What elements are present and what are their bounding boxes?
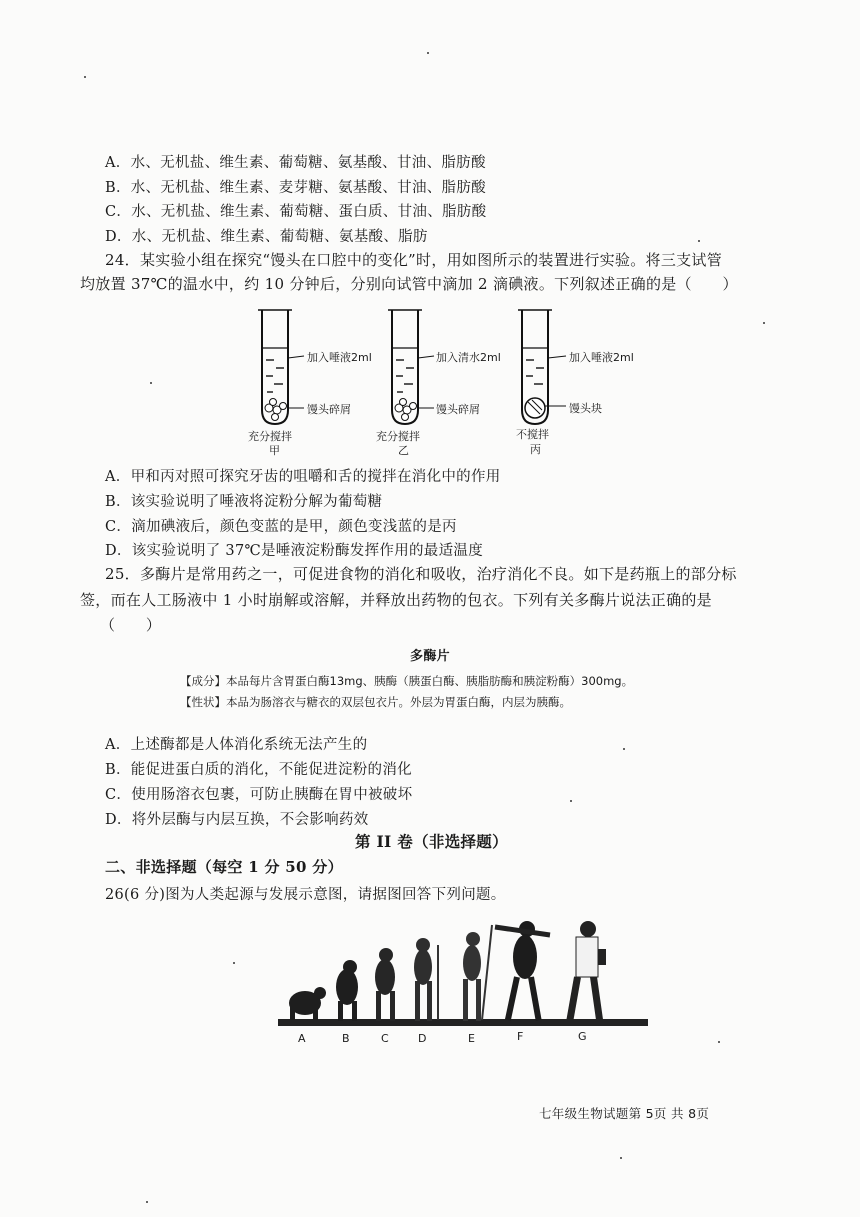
tube-yi-name-label: 乙 xyxy=(398,444,409,457)
human-evolution-figure xyxy=(0,915,860,1055)
q25-option-b: B．能促进蛋白质的消化，不能促进淀粉的消化 xyxy=(105,762,412,778)
tube-jia-name-label: 甲 xyxy=(269,444,280,457)
evolution-label-b: B xyxy=(342,1032,350,1045)
q25-option-a: A．上述酶都是人体消化系统无法产生的 xyxy=(105,737,368,753)
evolution-label-d: D xyxy=(418,1032,427,1045)
figure-b xyxy=(336,960,358,1021)
section-2-heading: 二、非选择题（每空 1 分 50 分） xyxy=(105,858,343,876)
q24-option-b: B．该实验说明了唾液将淀粉分解为葡萄糖 xyxy=(105,494,383,510)
scan-speck xyxy=(84,76,86,78)
tube-jia-solid-label: 馒头碎屑 xyxy=(307,403,351,416)
scan-speck xyxy=(146,1201,148,1203)
scan-speck xyxy=(570,800,572,802)
scan-speck xyxy=(150,382,152,384)
figure-e xyxy=(463,925,492,1021)
figure-g xyxy=(566,921,606,1021)
evolution-label-g: G xyxy=(578,1030,587,1043)
scan-speck xyxy=(623,748,625,750)
tube-bing-name-label: 丙 xyxy=(530,443,541,456)
page-footer: 七年级生物试题第 5页 共 8页 xyxy=(539,1106,710,1121)
figure-d xyxy=(414,938,438,1021)
evolution-label-e: E xyxy=(468,1032,475,1045)
figure-c xyxy=(375,948,395,1021)
evolution-label-f: F xyxy=(517,1030,524,1043)
tube-yi xyxy=(388,310,434,424)
scan-speck xyxy=(427,52,429,54)
q25-stem-line1: 25．多酶片是常用药之一，可促进食物的消化和吸收，治疗消化不良。如下是药瓶上的部分标 xyxy=(105,565,737,583)
tube-bing-action-label: 不搅拌 xyxy=(516,428,549,441)
tube-bing-liquid-label: 加入唾液2ml xyxy=(569,351,634,364)
q25-stem-line2: 签，而在人工肠液中 1 小时崩解或溶解，并释放出药物的包衣。下列有关多酶片说法正确的是 xyxy=(80,591,712,609)
tube-jia-action-label: 充分搅拌 xyxy=(248,430,292,443)
evolution-label-a: A xyxy=(298,1032,306,1045)
q23-option-a: A．水、无机盐、维生素、葡萄糖、氨基酸、甘油、脂肪酸 xyxy=(105,155,486,171)
q23-option-c: C．水、无机盐、维生素、葡萄糖、蛋白质、甘油、脂肪酸 xyxy=(105,204,487,220)
drug-label-properties: 【性状】本品为肠溶衣与糖衣的双层包衣片。外层为胃蛋白酶，内层为胰酶。 xyxy=(180,695,571,709)
q24-option-c: C．滴加碘液后，颜色变蓝的是甲，颜色变浅蓝的是丙 xyxy=(105,519,457,535)
q26-stem: 26(6 分)图为人类起源与发展示意图，请据图回答下列问题。 xyxy=(105,887,506,903)
q24-stem-line1: 24．某实验小组在探究“馒头在口腔中的变化”时，用如图所示的装置进行实验。将三支试管 xyxy=(105,251,723,269)
tube-yi-solid-label: 馒头碎屑 xyxy=(436,403,480,416)
scan-speck xyxy=(620,1157,622,1159)
drug-label-ingredients: 【成分】本品每片含胃蛋白酶13mg、胰酶（胰蛋白酶、胰脂肪酶和胰淀粉酶）300mg。 xyxy=(180,674,634,688)
q25-option-c: C．使用肠溶衣包裹，可防止胰酶在胃中被破坏 xyxy=(105,787,413,803)
tube-bing xyxy=(518,310,566,424)
tube-yi-action-label: 充分搅拌 xyxy=(376,430,420,443)
q23-option-d: D．水、无机盐、维生素、葡萄糖、氨基酸、脂肪 xyxy=(105,229,428,245)
scan-speck xyxy=(698,240,700,242)
tube-yi-liquid-label: 加入清水2ml xyxy=(436,351,501,364)
tube-jia xyxy=(258,310,304,424)
part-2-title: 第 II 卷（非选择题） xyxy=(355,832,508,851)
q23-option-b: B．水、无机盐、维生素、麦芽糖、氨基酸、甘油、脂肪酸 xyxy=(105,180,486,196)
drug-label-title: 多酶片 xyxy=(410,649,450,664)
figure-a-ape xyxy=(289,987,326,1020)
q24-stem-line2: 均放置 37℃的温水中，约 10 分钟后，分别向试管中滴加 2 滴碘液。下列叙述正确的是（ ） xyxy=(80,275,738,293)
tube-bing-solid-label: 馒头块 xyxy=(569,402,602,415)
scan-speck xyxy=(763,322,765,324)
q24-option-a: A．甲和丙对照可探究牙齿的咀嚼和舌的搅拌在消化中的作用 xyxy=(105,469,501,485)
evolution-label-c: C xyxy=(381,1032,389,1045)
figure-f xyxy=(495,921,550,1021)
q24-option-d: D．该实验说明了 37℃是唾液淀粉酶发挥作用的最适温度 xyxy=(105,543,484,559)
tube-jia-liquid-label: 加入唾液2ml xyxy=(307,351,372,364)
q25-option-d: D．将外层酶与内层互换，不会影响药效 xyxy=(105,812,369,828)
scan-speck xyxy=(718,1041,720,1043)
scan-speck xyxy=(233,962,235,964)
test-tube-figure xyxy=(0,298,860,458)
q25-answer-bracket: （ ） xyxy=(100,616,162,634)
